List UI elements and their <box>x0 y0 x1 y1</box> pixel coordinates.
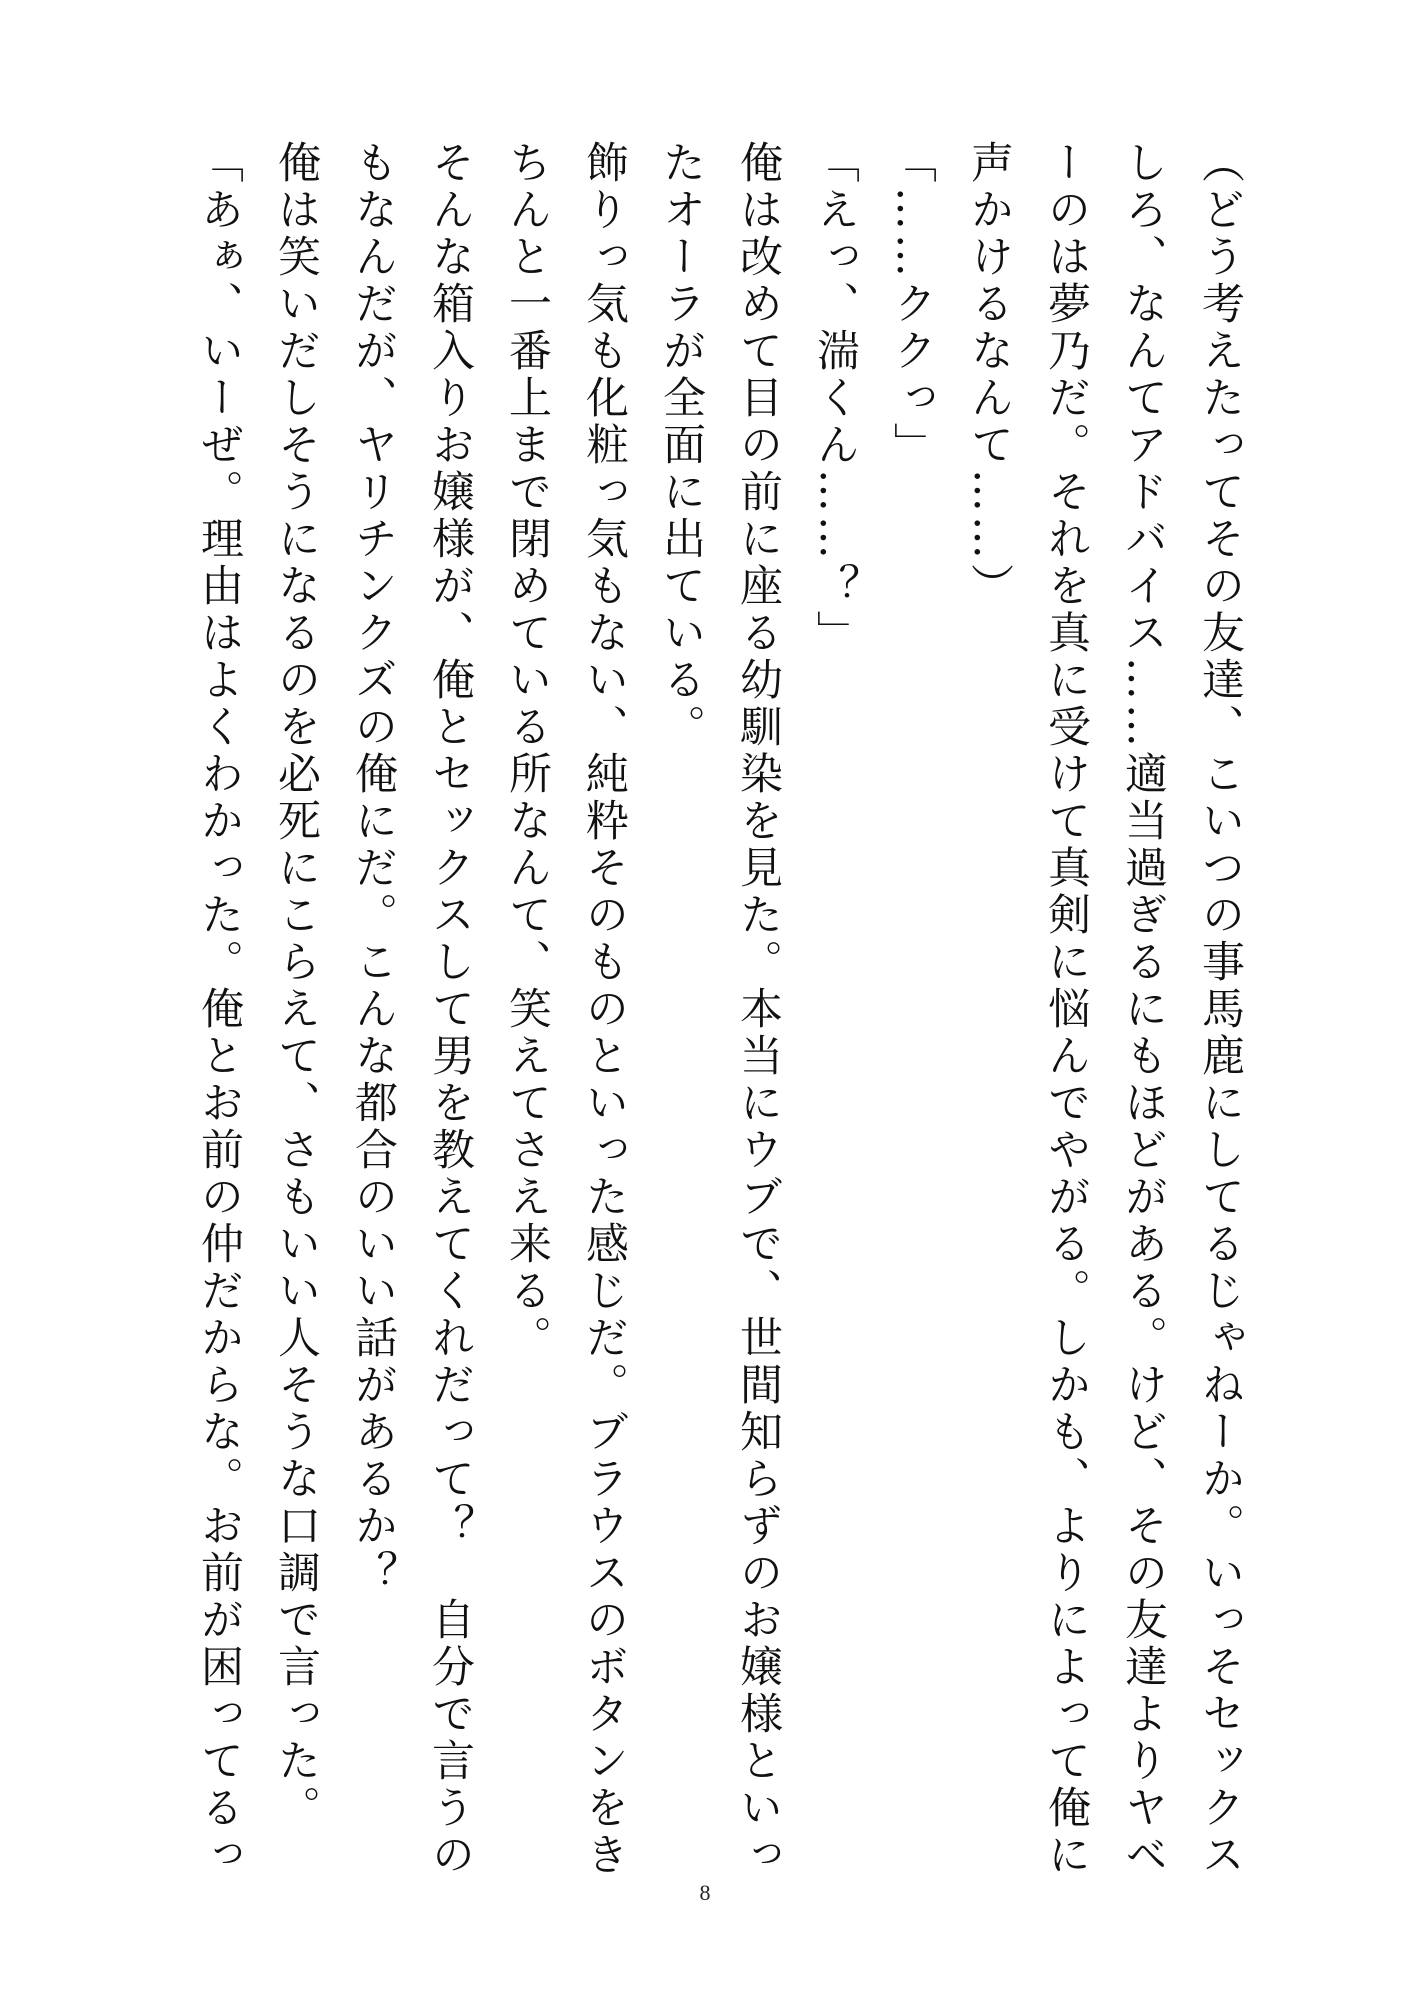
paragraph-1: （どう考えたってその友達、こいつの事馬鹿にしてるじゃねーか。いっそセックスしろ、なんてアドバイス……適当過ぎるにもほどがある。けど、その友達よりヤベーのは夢乃だ。それを真に受けて真剣に悩んでやがる。しかも、よりによって俺に声かけるなんて……） <box>964 140 1245 1879</box>
paragraph-4: 俺は改めて目の前に座る幼馴染を見た。本当にウブで、世間知らずのお嬢様といったオーラが全面に出ている。 <box>656 140 783 1879</box>
paragraph-8: 「あぁ、いーぜ。理由はよくわかった。俺とお前の仲だからな。お前が困ってるっ <box>194 140 244 1879</box>
vertical-text-body <box>158 140 1258 1880</box>
paragraph-6: そんな箱入りお嬢様が、俺とセックスして男を教えてくれだって？ 自分で言うのもなんだが、ヤリチンクズの俺にだ。こんな都合のいい話があるか？ <box>348 140 475 1879</box>
paragraph-5: 飾りっ気も化粧っ気もない、純粋そのものといった感じだ。ブラウスのボタンをきちんと一番上まで閉めている所なんて、笑えてさえ来る。 <box>502 140 629 1879</box>
paragraph-3: 「えっ、湍くん……？」 <box>810 140 860 657</box>
page-number: 8 <box>699 1880 711 1905</box>
paragraph-7: 俺は笑いだしそうになるのを必死にこらえて、さもいい人そうな口調で言った。 <box>271 140 321 1832</box>
paragraph-2: 「……ククっ」 <box>887 140 937 469</box>
